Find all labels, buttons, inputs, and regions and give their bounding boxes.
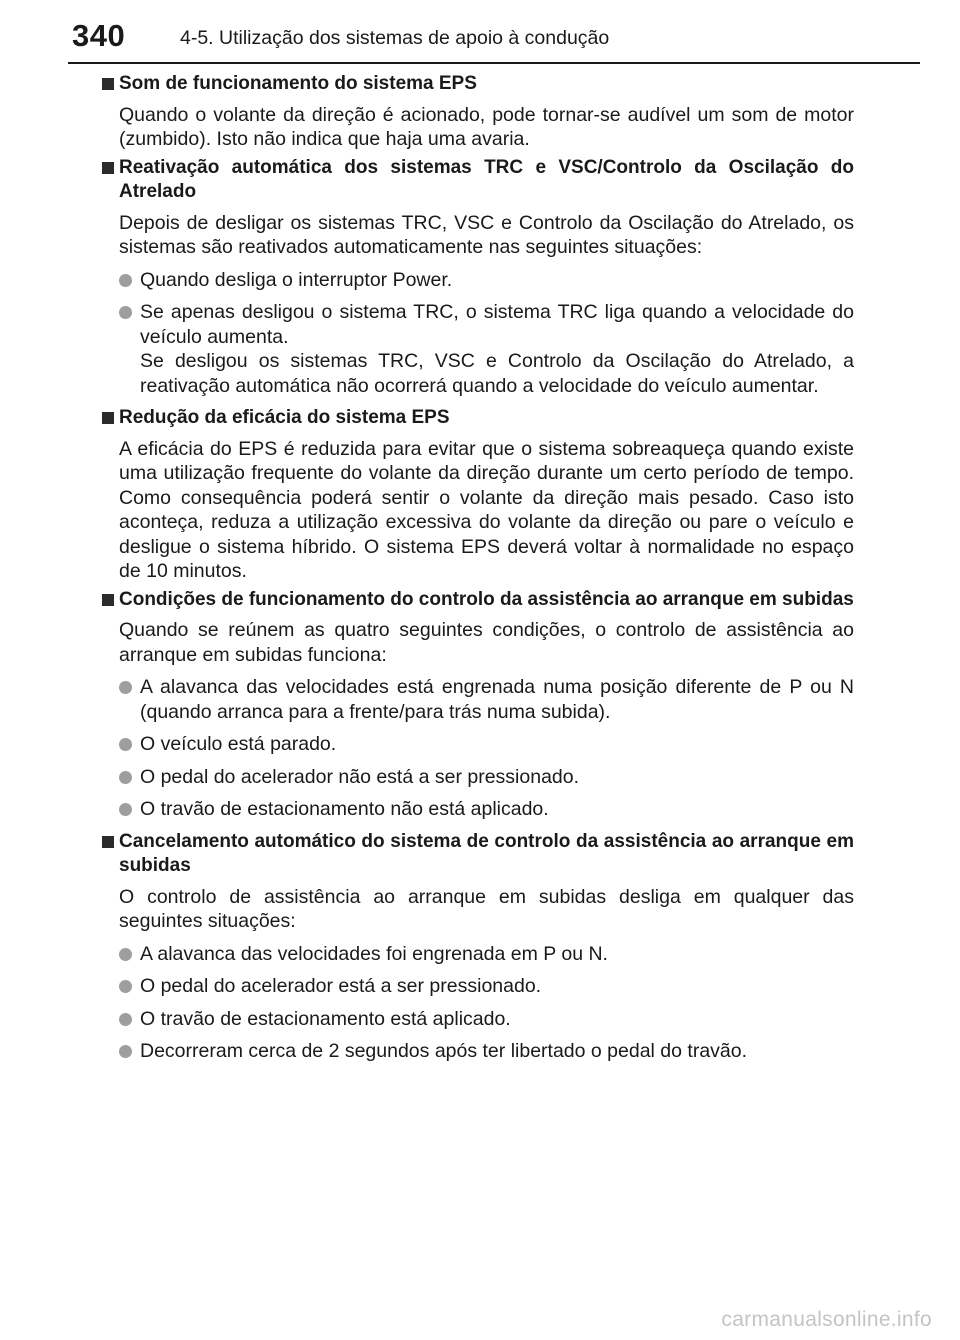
list-item-text: Quando desliga o interruptor Power. [140, 268, 453, 291]
list-item-text: O travão de estacionamento não está aplicado. [140, 798, 549, 820]
section-paragraph: O controlo de assistência ao arranque em subidas desliga em qualquer das seguintes situações: [119, 885, 854, 932]
list-item [119, 797, 854, 822]
square-bullet-icon [102, 594, 114, 606]
circle-bullet-icon [119, 948, 132, 961]
main-content [102, 72, 854, 1072]
list-item-text: O pedal do acelerador não está a ser pressionado. [140, 765, 580, 788]
section [102, 830, 854, 1064]
list-item-text: O pedal do acelerador está a ser pressionado. [140, 975, 542, 997]
list-item [119, 675, 854, 724]
list-item-text: A alavanca das velocidades foi engrenada em P ou N. [140, 942, 608, 965]
page-header [0, 0, 960, 70]
section-heading [102, 406, 854, 431]
list-item-text: Decorreram cerca de 2 segundos após ter libertado o pedal do travão. [140, 1040, 748, 1062]
circle-bullet-icon [119, 1013, 132, 1026]
chapter-title: 4-5. Utilização dos sistemas de apoio à condução [180, 27, 610, 49]
section-paragraph: Quando se reúnem as quatro seguintes condições, o controlo de assistência ao arranque em subidas funciona: [119, 619, 854, 666]
circle-bullet-icon [119, 980, 132, 993]
circle-bullet-icon [119, 738, 132, 751]
square-bullet-icon [102, 78, 114, 90]
section-heading-text: Cancelamento automático do sistema de controlo da assistência ao arranque em subidas [119, 830, 854, 876]
section-heading-text: Reativação automática dos sistemas TRC e VSC/Controlo da Oscilação do Atrelado [119, 156, 854, 202]
section-heading [102, 72, 854, 97]
square-bullet-icon [102, 836, 114, 848]
list-item-text-continued: Se desligou os sistemas TRC, VSC e Controlo da Oscilação do Atrelado, a reativação automática não ocorrerá quando a velocidade do veículo aumentar. [140, 350, 854, 397]
section-heading-text: Condições de funcionamento do controlo da assistência ao arranque em subidas [119, 588, 854, 610]
list-item [119, 732, 854, 757]
section [102, 156, 854, 399]
circle-bullet-icon [119, 681, 132, 694]
list-item [119, 974, 854, 999]
list-item [119, 1007, 854, 1032]
section-heading-text: Redução da eficácia do sistema EPS [119, 407, 450, 428]
circle-bullet-icon [119, 1045, 132, 1058]
page-number: 340 [72, 18, 126, 53]
bullet-list [119, 675, 854, 822]
section [102, 588, 854, 822]
circle-bullet-icon [119, 274, 132, 287]
section-heading [102, 156, 854, 205]
square-bullet-icon [102, 162, 114, 174]
list-item-text: O travão de estacionamento está aplicado. [140, 1007, 511, 1030]
section [102, 72, 854, 152]
section-heading [102, 588, 854, 613]
list-item [119, 942, 854, 967]
list-item [119, 1039, 854, 1064]
header-divider [68, 62, 920, 64]
section-heading-text: Som de funcionamento do sistema EPS [119, 73, 477, 94]
bullet-list [119, 942, 854, 1064]
square-bullet-icon [102, 412, 114, 424]
list-item-text: A alavanca das velocidades está engrenada numa posição diferente de P ou N (quando arranca para a frente/para trás numa subida). [140, 676, 854, 723]
circle-bullet-icon [119, 306, 132, 319]
section-heading [102, 830, 854, 879]
list-item [119, 268, 854, 293]
bullet-list [119, 268, 854, 399]
list-item-text: Se apenas desligou o sistema TRC, o sistema TRC liga quando a velocidade do veículo aumenta. [140, 301, 854, 348]
section-paragraph: A eficácia do EPS é reduzida para evitar que o sistema sobreaqueça quando existe uma utilização frequente do volante da direção durante um certo período de tempo. Como consequência poderá sentir o volante da direção mais pesado. Caso isto aconteça, reduza a utilização excessiva do volante da direção ou pare o veículo e desligue o sistema híbrido. O sistema EPS deverá voltar à normalidade no espaço de 10 minutos. [119, 437, 854, 582]
list-item-text: O veículo está parado. [140, 733, 337, 755]
section [102, 406, 854, 584]
circle-bullet-icon [119, 771, 132, 784]
list-item [119, 765, 854, 790]
circle-bullet-icon [119, 803, 132, 816]
section-paragraph: Quando o volante da direção é acionado, pode tornar-se audível um som de motor (zumbido). Isto não indica que haja uma avaria. [119, 103, 854, 150]
list-item [119, 300, 854, 398]
watermark: carmanualsonline.info [721, 1308, 932, 1331]
section-paragraph: Depois de desligar os sistemas TRC, VSC e Controlo da Oscilação do Atrelado, os sistemas são reativados automaticamente nas seguintes situações: [119, 211, 854, 258]
